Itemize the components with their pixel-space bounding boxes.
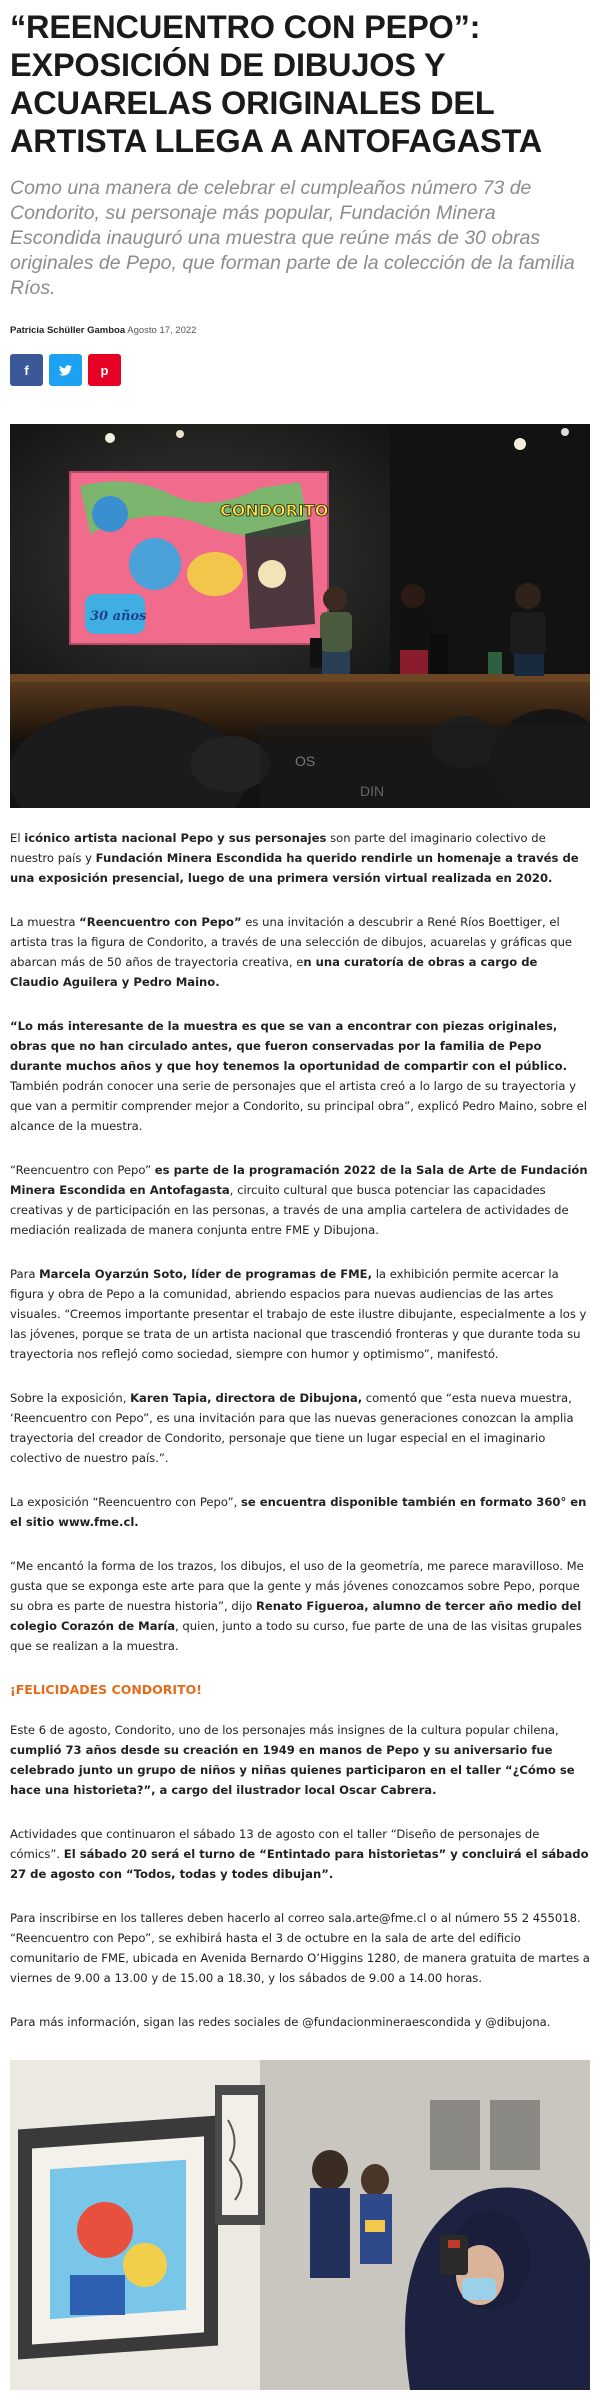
screen-logo-text: CONDORITO bbox=[220, 501, 329, 520]
share-buttons bbox=[10, 354, 590, 386]
paragraph-3: “Lo más interesante de la muestra es que se van a encontrar con piezas originales, obras que no han circulado antes, que fueron conservadas por la familia de Pepo durante muchos años y que hoy tenemos la oportunidad de compartir con el público. También podrán conocer una serie de personajes que el artista creó a lo largo de su trayectoria y que van a permitir comprender mejor a Condorito, su principal obra”, explicó Pedro Maino, sobre el alcance de la muestra. bbox=[10, 1019, 587, 1133]
wall-text-1: OS bbox=[295, 753, 316, 769]
publish-date: Agosto 17, 2022 bbox=[127, 325, 197, 336]
section-heading: ¡FELICIDADES CONDORITO! bbox=[10, 1682, 202, 1697]
exhibition-photo bbox=[10, 2060, 590, 2390]
facebook-share-button[interactable] bbox=[10, 354, 43, 386]
pinterest-share-button[interactable] bbox=[88, 354, 121, 386]
wall-text-2: DIN bbox=[360, 783, 385, 799]
paragraph-11: Para inscribirse en los talleres deben hacerlo al correo sala.arte@fme.cl o al número 55 2 455018. “Reencuentro con Pepo”, se exhibirá hasta el 3 de octubre en la sala de arte del edificio comunitario de FME, ubicada en Avenida Bernardo O’Higgins 1280, de manera gratuita de martes a viernes de 9.00 a 13.00 y de 15.00 a 18.30, y los sábados de 9.00 a 14.00 horas. bbox=[10, 1911, 590, 1985]
pinterest-icon: p bbox=[100, 362, 109, 378]
paragraph-10: Actividades que continuaron el sábado 13 de agosto con el taller “Diseño de personajes de cómics”. El sábado 20 será el turno de “Entintado para historietas” y concluirá el sábado 27 de agosto con “Todos, todas y todes dibujan”. bbox=[10, 1827, 589, 1881]
paragraph-4: “Reencuentro con Pepo” es parte de la programación 2022 de la Sala de Arte de Fundación Minera Escondida en Antofagasta, circuito cultural que busca potenciar las capacidades creativas y de participación en las personas, a través de una amplia cartelera de actividades de mediación realizada de manera conjunta entre FME y Dibujona. bbox=[10, 1163, 588, 1237]
paragraph-7: La exposición “Reencuentro con Pepo”, se encuentra disponible también en formato 360° en el sitio www.fme.cl. bbox=[10, 1495, 587, 1529]
paragraph-5: Para Marcela Oyarzún Soto, líder de programas de FME, la exhibición permite acercar la figura y obra de Pepo a la comunidad, abriendo espacios para nuevas audiencias de las artes visuales. “Creemos importante presentar el trabajo de este ilustre dibujante, especialmente a los y las jóvenes, porque se trata de un artista nacional que trascendió fronteras y que durante toda su trayectoria nos reflejó como sociedad, siempre con humor y optimismo”, manifestó. bbox=[10, 1267, 587, 1361]
paragraph-9: Este 6 de agosto, Condorito, uno de los personajes más insignes de la cultura popular chilena, cumplió 73 años desde su creación en 1949 en manos de Pepo y su aniversario fue celebrado junto un grupo de niños y niñas quienes participaron en el taller “¿Cómo se hace una historieta?”, a cargo del ilustrador local Oscar Cabrera. bbox=[10, 1723, 575, 1797]
twitter-share-button[interactable] bbox=[49, 354, 82, 386]
article-subtitle: Como una manera de celebrar el cumpleaños número 73 de Condorito, su personaje más popular, Fundación Minera Escondida inauguró una muestra que reúne más de 30 obras originales de Pepo, que forman parte de la colección de la familia Ríos. bbox=[10, 177, 575, 299]
article-meta bbox=[10, 325, 590, 336]
facebook-icon: f bbox=[24, 362, 29, 378]
paragraph-8: “Me encantó la forma de los trazos, los dibujos, el uso de la geometría, me parece maravilloso. Me gusta que se exponga este arte para que la gente y más jóvenes conozcamos sobre Pepo, porque su obra es parte de nuestra historia”, dijo Renato Figueroa, alumno de tercer año medio del colegio Corazón de María, quien, junto a todo su curso, fue parte de una de las visitas grupales que se realizan a la muestra. bbox=[10, 1559, 584, 1653]
paragraph-2: La muestra “Reencuentro con Pepo” es una invitación a descubrir a René Ríos Boettiger, el artista tras la figura de Condorito, a través de una selección de dibujos, acuarelas y gráficas que abarcan más de 50 años de trayectoria creativa, en una curatoría de obras a cargo de Claudio Aguilera y Pedro Maino. bbox=[10, 915, 573, 989]
article-title: “REENCUENTRO CON PEPO”: EXPOSICIÓN DE DIBUJOS Y ACUARELAS ORIGINALES DEL ARTISTA LLEGA A ANTOFAGASTA bbox=[10, 9, 543, 159]
event-photo bbox=[10, 424, 590, 808]
paragraph-6: Sobre la exposición, Karen Tapia, directora de Dibujona, comentó que “esta nueva muestra, ‘Reencuentro con Pepo”, es una invitación para que las nuevas generaciones conozcan la amplia trayectoria del creador de Condorito, personaje que tiene un lugar especial en el imaginario colectivo de nuestro país.”. bbox=[10, 1391, 574, 1465]
screen-badge-text: 30 años bbox=[90, 609, 147, 624]
article-body bbox=[10, 828, 590, 2032]
twitter-icon bbox=[59, 365, 72, 376]
paragraph-12: Para más información, sigan las redes sociales de @fundacionmineraescondida y @dibujona. bbox=[10, 2015, 551, 2029]
paragraph-1: El icónico artista nacional Pepo y sus personajes son parte del imaginario colectivo de nuestro país y Fundación Minera Escondida ha querido rendirle un homenaje a través de una exposición presencial, luego de una primera versión virtual realizada en 2020. bbox=[10, 831, 579, 885]
author-link[interactable]: Patricia Schüller Gamboa bbox=[10, 325, 126, 336]
